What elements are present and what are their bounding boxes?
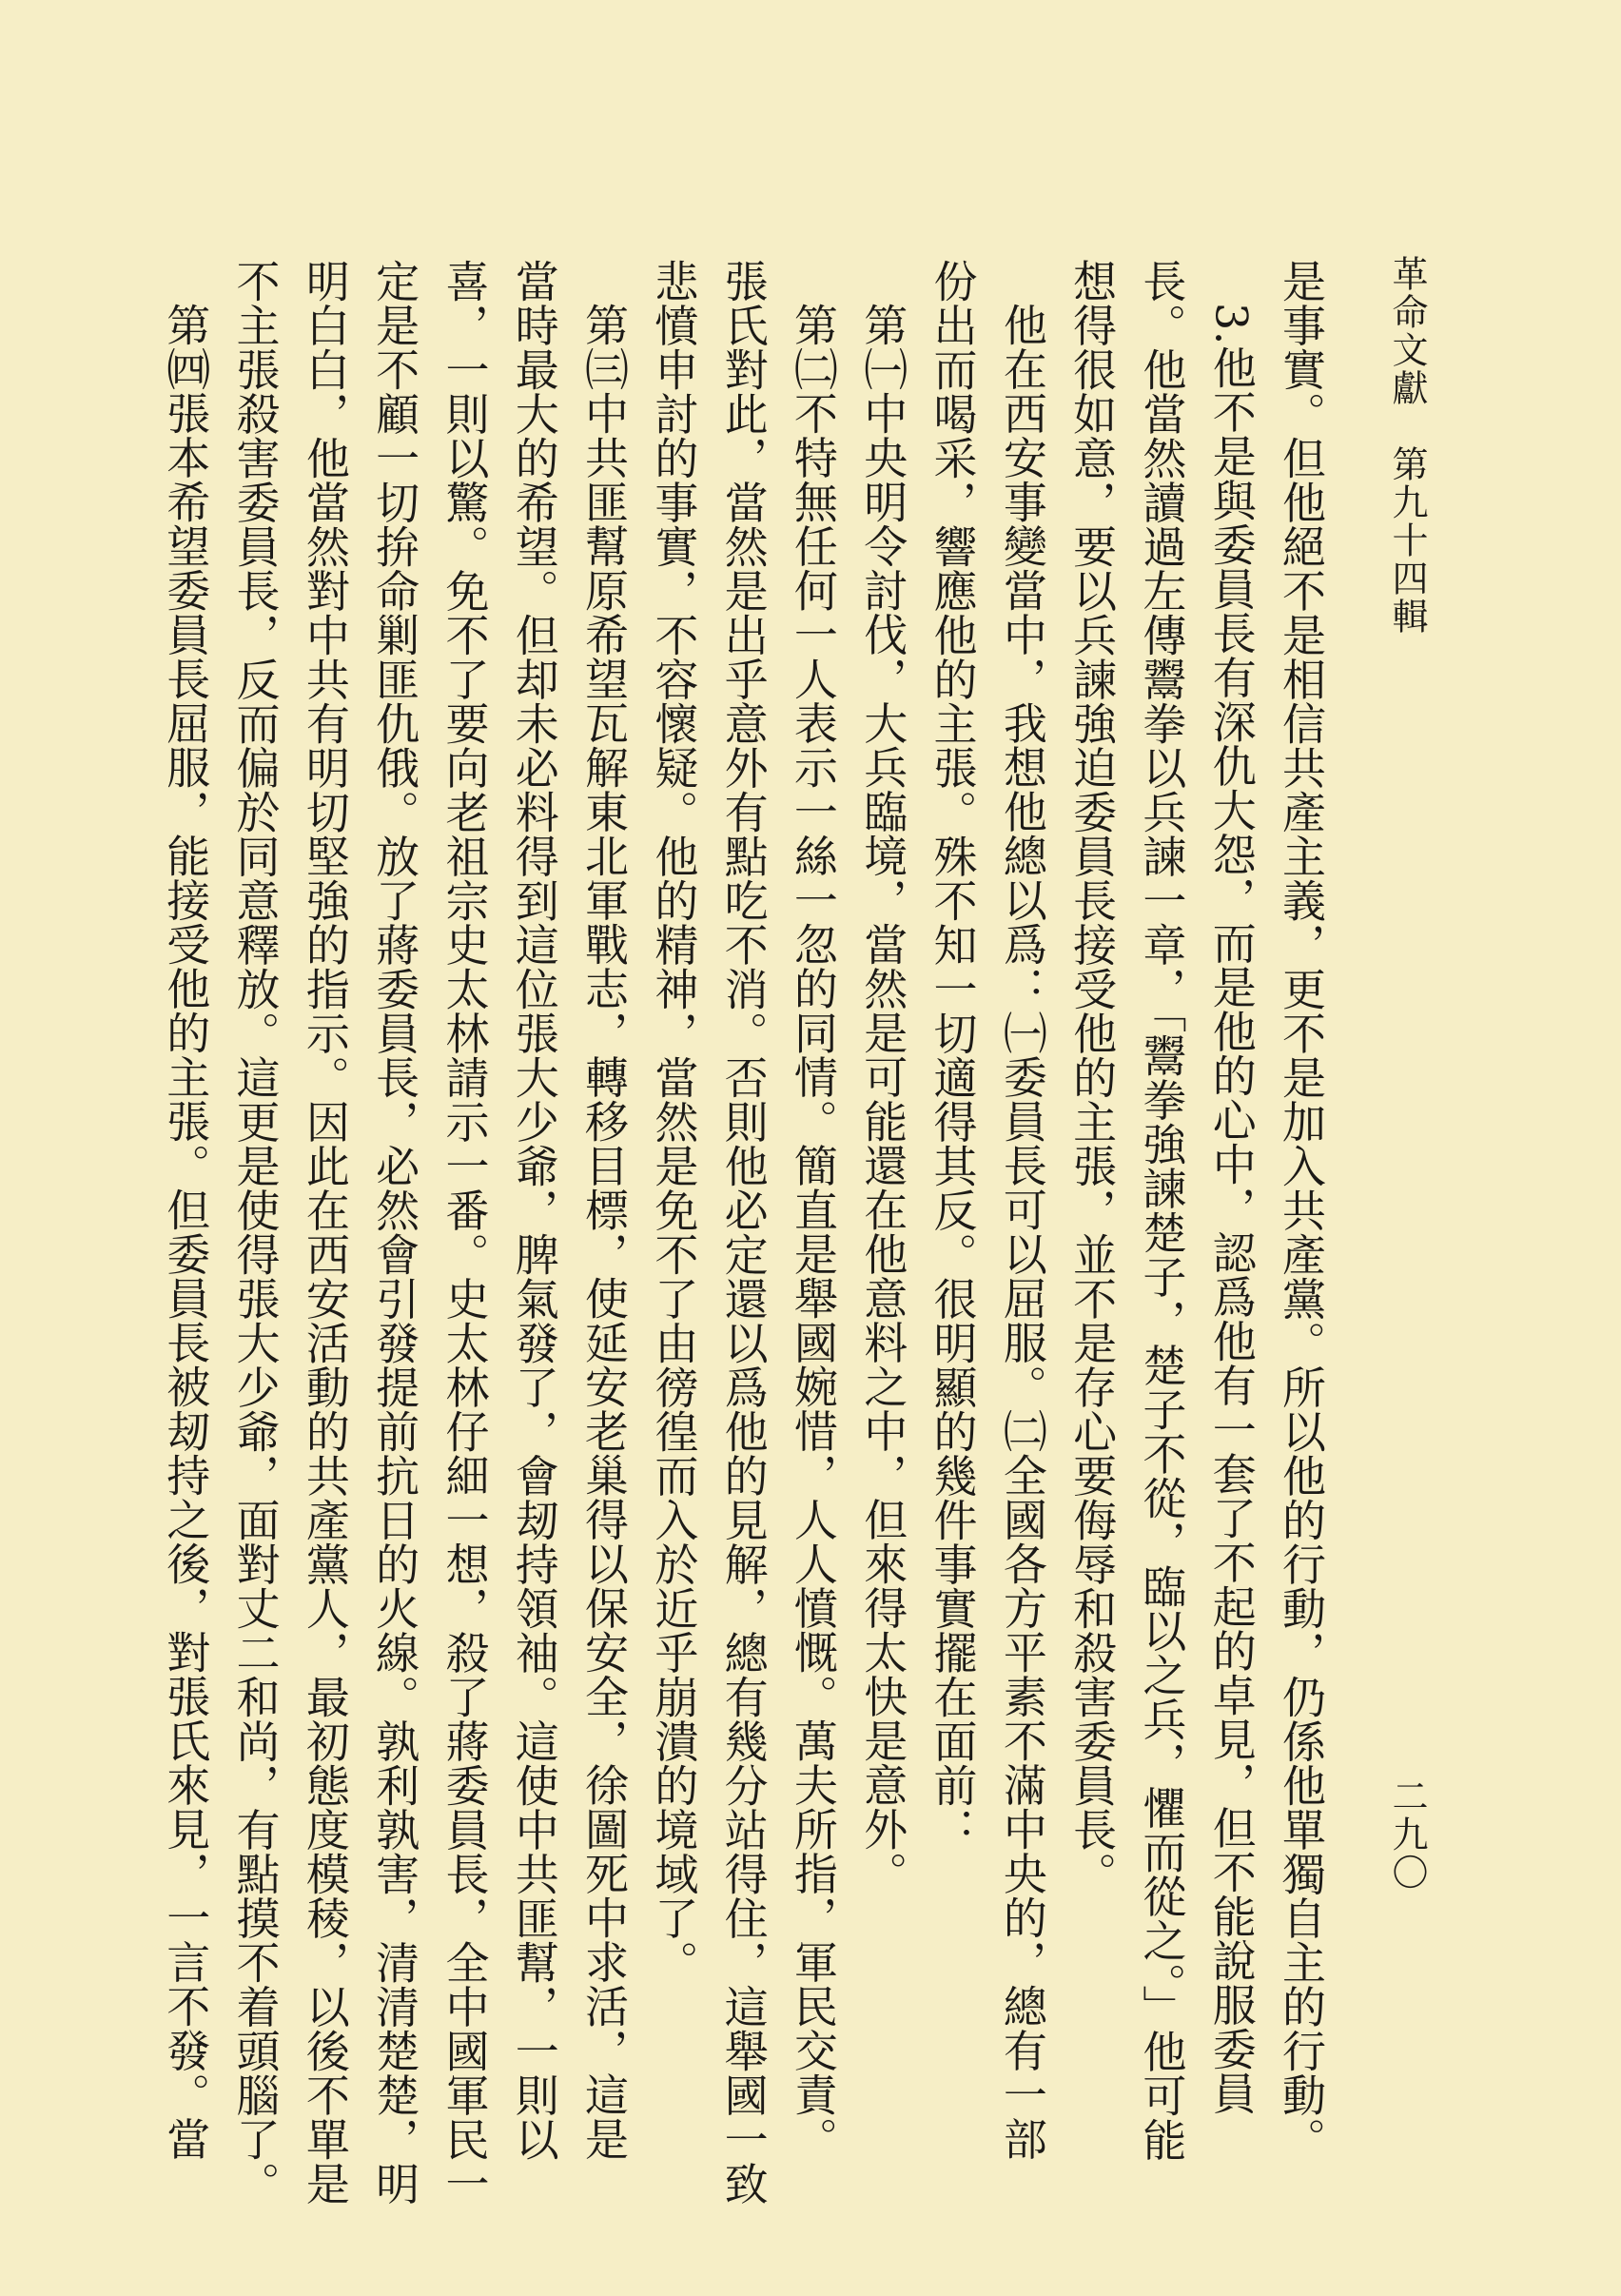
page-number: 二九〇 [1386, 1777, 1428, 1892]
text-column: 份出而喝采，響應他的主張。殊不知一切適得其反。很明顯的幾件事實擺在面前： [927, 259, 979, 1852]
text-column: 3.他不是與委員長有深仇大怨，而是他的心中，認爲他有一套了不起的卓見，但不能說服委員 [1205, 303, 1258, 2115]
running-header-title: 革命文獻 第九十四輯 [1386, 255, 1428, 636]
text-column: 第㈠中央明令討伐，大兵臨境，當然是可能還在他意料之中，但來得太快是意外。 [857, 303, 909, 1895]
text-column: 不主張殺害委員長，反而偏於同意釋放。這更是使得張大少爺，面對丈二和尚，有點摸不着頭腦了。 [229, 259, 282, 2206]
text-column: 是事實。但他絕不是相信共產主義，更不是加入共產黨。所以他的行動，仍係他單獨自主的行動。 [1276, 259, 1327, 2162]
text-column: 長。他當然讀過左傳鬻拳以兵諫一章，「鬻拳強諫楚子，楚子不從，臨以之兵，懼而從之。」他可能 [1136, 259, 1188, 2162]
text-column: 第㈢中共匪幫原希望瓦解東北軍戰志，轉移目標，使延安老巢得以保安全，徐圖死中求活，這是 [578, 303, 631, 2161]
text-column: 第㈡不特無任何一人表示一絲一忽的同情。簡直是舉國婉惜，人人憤慨。萬夫所指，軍民交責。 [787, 303, 839, 2161]
text-column: 明白白，他當然對中共有明切堅強的指示。因此在西安活動的共產黨人，最初態度模稜，以後不單是 [299, 259, 351, 2206]
text-column: 當時最大的希望。但却未必料得到這位張大少爺，脾氣發了，會刼持領袖。這使中共匪幫，一則以 [508, 259, 560, 2162]
text-column: 喜，一則以驚。免不了要向老祖宗史太林請示一番。史太林仔細一想，殺了蔣委員長，全中國軍民一 [439, 259, 491, 2206]
text-column: 定是不顧一切拚命剿匪仇俄。放了蔣委員長，必然會引發提前抗日的火線。孰利孰害，清清楚楚，明 [369, 259, 421, 2206]
text-column: 他在西安事變當中，我想他總以爲：㈠委員長可以屈服。㈡全國各方平素不滿中央的，總有一部 [996, 303, 1048, 2161]
body-text [150, 259, 1336, 2206]
text-column: 想得很如意，要以兵諫強迫委員長接受他的主張，並不是存心要侮辱和殺害委員長。 [1066, 259, 1119, 1896]
text-column: 悲憤申討的事實，不容懷疑。他的精神，當然是免不了由徬徨而入於近乎崩潰的境域了。 [648, 259, 700, 1985]
text-column: 第㈣張本希望委員長屈服，能接受他的主張。但委員長被刼持之後，對張氏來見，一言不發。當 [160, 303, 212, 2161]
text-column: 張氏對此，當然是出乎意外有點吃不消。否則他必定還以爲他的見解，總有幾分站得住，這舉國一致 [717, 259, 770, 2206]
